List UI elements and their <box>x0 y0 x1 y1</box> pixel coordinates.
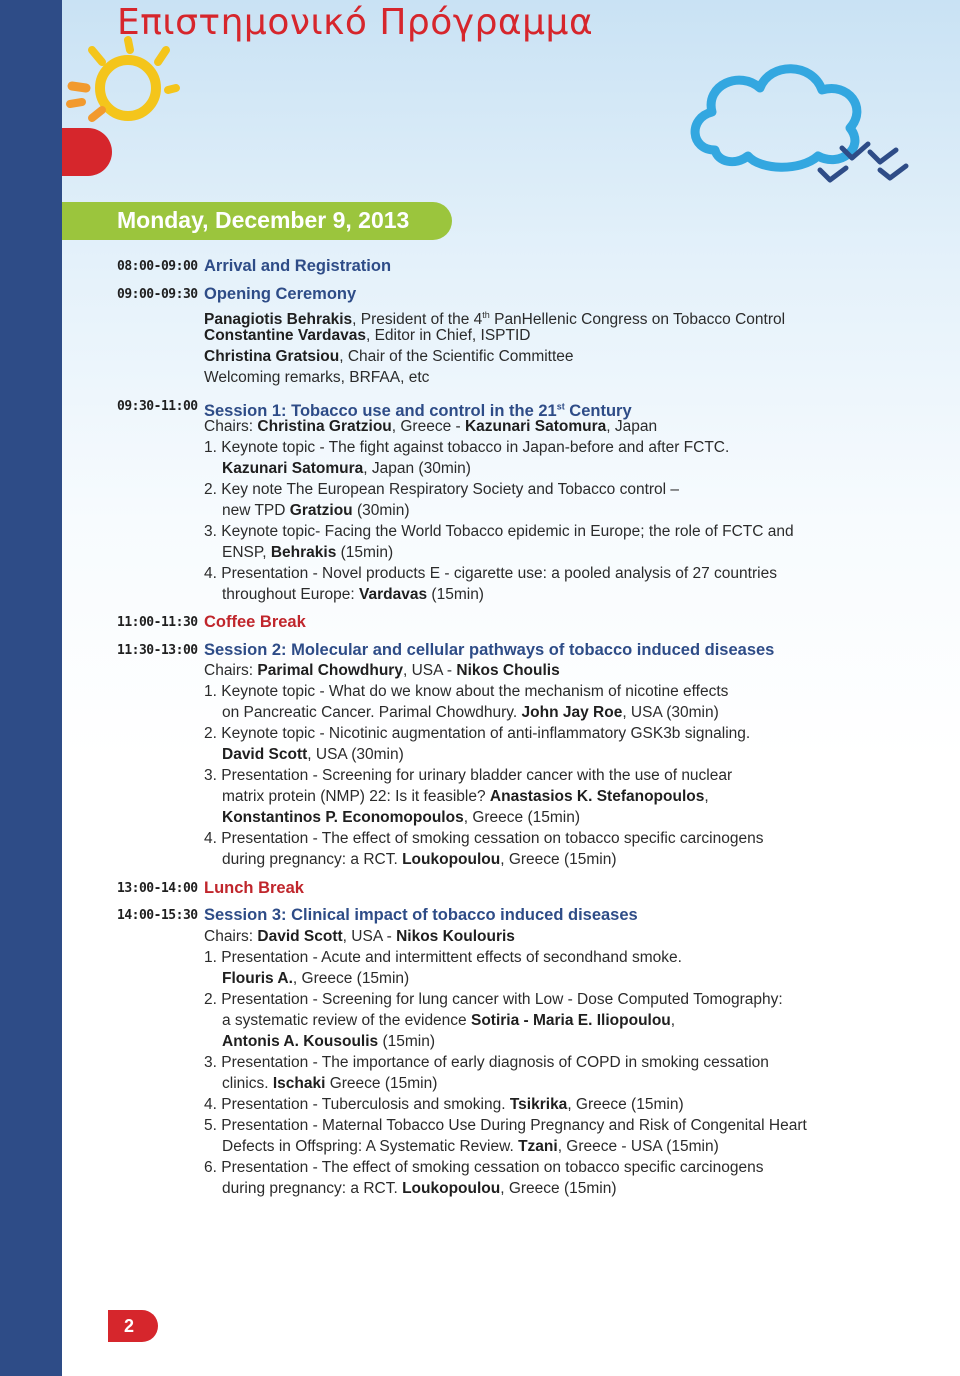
page-number: 2 <box>108 1310 158 1342</box>
speaker-line: Panagiotis Behrakis, President of the 4th PanHellenic Congress on Tobacco Control <box>204 310 786 329</box>
talk-speaker: Defects in Offspring: A Systematic Review. Tzani, Greece - USA (15min) <box>222 1138 719 1155</box>
time-slot: 11:00-11:30 <box>117 615 198 630</box>
talk-speaker: on Pancreatic Cancer. Parimal Chowdhury. John Jay Roe, USA (30min) <box>222 704 719 721</box>
talk-speaker: throughout Europe: Vardavas (15min) <box>222 586 484 603</box>
break-title: Coffee Break <box>204 613 306 631</box>
speaker-line: Welcoming remarks, BRFAA, etc <box>204 369 430 386</box>
talk-speaker: clinics. Ischaki Greece (15min) <box>222 1075 438 1092</box>
sun-icon <box>70 40 176 118</box>
session-title: Session 3: Clinical impact of tobacco induced diseases <box>204 906 638 924</box>
break-title: Lunch Break <box>204 879 304 897</box>
time-slot: 14:00-15:30 <box>117 908 198 923</box>
time-slot: 09:30-11:00 <box>117 399 198 414</box>
talk-line: 2. Keynote topic - Nicotinic augmentation of anti-inflammatory GSK3b signaling. <box>204 725 751 742</box>
chairs-line: Chairs: Parimal Chowdhury, USA - Nikos Choulis <box>204 662 560 679</box>
talk-speaker: a systematic review of the evidence Sotiria - Maria E. Iliopoulou, <box>222 1012 676 1029</box>
talk-speaker: Flouris A., Greece (15min) <box>222 970 410 987</box>
talk-speaker: new TPD Gratziou (30min) <box>222 502 410 519</box>
slot-title: Opening Ceremony <box>204 285 357 303</box>
talk-line: 1. Keynote topic - What do we know about the mechanism of nicotine effects <box>204 683 729 700</box>
speaker-line: Christina Gratsiou, Chair of the Scientific Committee <box>204 348 574 365</box>
talk-speaker: ENSP, Behrakis (15min) <box>222 544 394 561</box>
day-heading: Monday, December 9, 2013 <box>117 207 410 233</box>
slot-title: Arrival and Registration <box>204 257 392 275</box>
time-slot: 08:00-09:00 <box>117 259 198 274</box>
time-slot: 11:30-13:00 <box>117 643 198 658</box>
title-banner <box>0 128 560 176</box>
talk-line: 3. Keynote topic- Facing the World Tobacco epidemic in Europe; the role of FCTC and <box>204 523 794 540</box>
talk-speaker: Konstantinos P. Economopoulos, Greece (15min) <box>222 809 580 826</box>
page-title: Επιστημονικό Πρόγραμμα <box>117 2 594 43</box>
session-title: Session 1: Tobacco use and control in the 21st Century <box>204 401 632 420</box>
talk-line: 2. Presentation - Screening for lung cancer with Low - Dose Computed Tomography: <box>204 991 783 1008</box>
talk-speaker: David Scott, USA (30min) <box>222 746 404 763</box>
talk-speaker: Antonis A. Kousoulis (15min) <box>222 1033 436 1050</box>
talk-line: 6. Presentation - The effect of smoking cessation on tobacco specific carcinogens <box>204 1159 764 1176</box>
session-title: Session 2: Molecular and cellular pathways of tobacco induced diseases <box>204 641 775 659</box>
cloud-icon <box>695 69 857 168</box>
title-red-tab <box>62 128 112 176</box>
time-slot: 13:00-14:00 <box>117 881 198 896</box>
chairs-line: Chairs: Christina Gratziou, Greece - Kazunari Satomura, Japan <box>204 418 658 435</box>
talk-line: 2. Key note The European Respiratory Society and Tobacco control – <box>204 481 680 498</box>
talk-speaker: matrix protein (NMP) 22: Is it feasible? Anastasios K. Stefanopoulos, <box>222 788 709 805</box>
speaker-line: Constantine Vardavas, Editor in Chief, ISPTID <box>204 327 531 344</box>
talk-line: 3. Presentation - Screening for urinary bladder cancer with the use of nuclear <box>204 767 733 784</box>
talk-speaker: Kazunari Satomura, Japan (30min) <box>222 460 471 477</box>
talk-speaker: during pregnancy: a RCT. Loukopoulou, Greece (15min) <box>222 1180 617 1197</box>
talk-line: 1. Presentation - Acute and intermittent effects of secondhand smoke. <box>204 949 682 966</box>
talk-line: 3. Presentation - The importance of early diagnosis of COPD in smoking cessation <box>204 1054 769 1071</box>
left-sidebar <box>0 0 62 1376</box>
time-slot: 09:00-09:30 <box>117 287 198 302</box>
chairs-line: Chairs: David Scott, USA - Nikos Koulouris <box>204 928 515 945</box>
talk-line: 5. Presentation - Maternal Tobacco Use During Pregnancy and Risk of Congenital Heart <box>204 1117 807 1134</box>
talk-line: 1. Keynote topic - The fight against tobacco in Japan-before and after FCTC. <box>204 439 730 456</box>
talk-speaker: during pregnancy: a RCT. Loukopoulou, Greece (15min) <box>222 851 617 868</box>
talk-line: 4. Presentation - Novel products E - cigarette use: a pooled analysis of 27 countries <box>204 565 777 582</box>
talk-line: 4. Presentation - Tuberculosis and smoking. Tsikrika, Greece (15min) <box>204 1096 684 1113</box>
talk-line: 4. Presentation - The effect of smoking cessation on tobacco specific carcinogens <box>204 830 764 847</box>
